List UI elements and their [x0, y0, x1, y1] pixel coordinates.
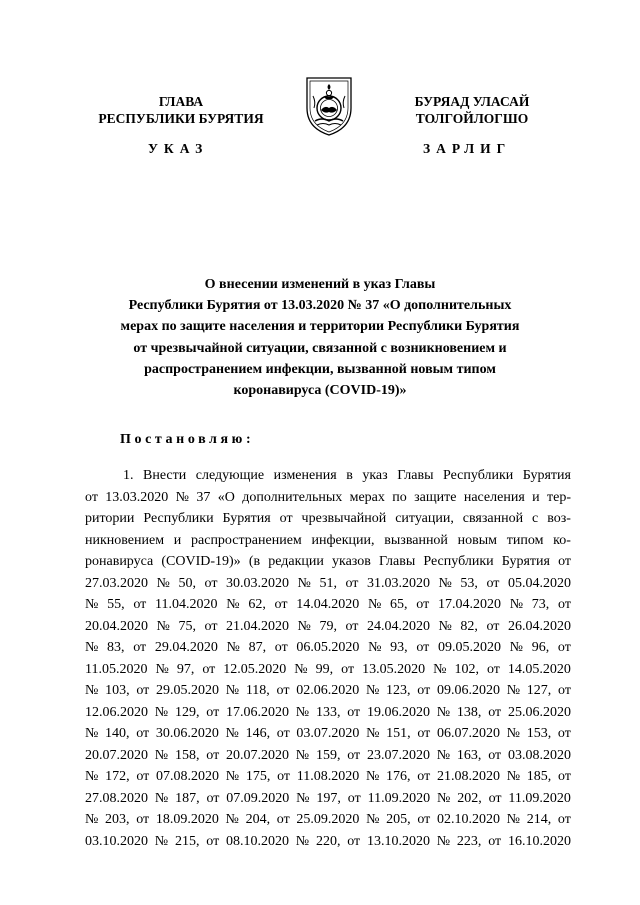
body-line: 12.06.2020 № 129, от 17.06.2020 № 133, от 19.06.2020 № 138, от 25.06.2020	[85, 704, 571, 720]
body-line: никновением и распространением инфекции, вызванной новым типом ко-	[85, 532, 571, 548]
body-line: 20.07.2020 № 158, от 20.07.2020 № 159, от 23.07.2020 № 163, от 03.08.2020	[85, 747, 571, 763]
body-line: 27.03.2020 № 50, от 30.03.2020 № 51, от 31.03.2020 № 53, от 05.04.2020	[85, 575, 571, 591]
header-left	[84, 93, 278, 127]
header-right-line-1: БУРЯАД УЛАСАЙ	[414, 94, 530, 109]
body-line: 20.04.2020 № 75, от 21.04.2020 № 79, от 24.04.2020 № 82, от 26.04.2020	[85, 618, 571, 634]
header-left-line-1: ГЛАВА	[158, 94, 204, 109]
title-line: от чрезвычайной ситуации, связанной с возникновением и	[133, 340, 507, 356]
body-line: № 103, от 29.05.2020 № 118, от 02.06.2020 № 123, от 09.06.2020 № 127, от	[85, 683, 571, 698]
body-line: № 83, от 29.04.2020 № 87, от 06.05.2020 № 93, от 09.05.2020 № 96, от	[85, 640, 571, 655]
title-line: Республики Бурятия от 13.03.2020 № 37 «О дополнительных	[128, 298, 512, 314]
body-line: № 203, от 18.09.2020 № 204, от 25.09.2020 № 205, от 02.10.2020 № 214, от	[85, 812, 571, 827]
document-title	[110, 274, 530, 401]
body-line: ритории Республики Бурятия от чрезвычайной ситуации, связанной с воз-	[85, 511, 571, 526]
header-left-line-2: РЕСПУБЛИКИ БУРЯТИЯ	[98, 111, 264, 126]
body-line: 03.10.2020 № 215, от 08.10.2020 № 220, от 13.10.2020 № 223, от 16.10.2020	[85, 833, 571, 849]
document-kind-bua: ЗАРЛИГ	[423, 141, 512, 156]
body-line: ронавируса (COVID-19)» (в редакции указов Главы Республики Бурятия от	[85, 554, 571, 569]
body-line: 11.05.2020 № 97, от 12.05.2020 № 99, от 13.05.2020 № 102, от 14.05.2020	[85, 661, 571, 677]
body-line: 27.08.2020 № 187, от 07.09.2020 № 197, от 11.09.2020 № 202, от 11.09.2020	[85, 790, 571, 806]
body-line: от 13.03.2020 № 37 «О дополнительных мерах по защите населения и тер-	[85, 489, 571, 505]
body-line: 1. Внести следующие изменения в указ Главы Республики Бурятия	[123, 468, 571, 483]
header-right-line-2: ТОЛГОЙЛОГШО	[415, 111, 529, 126]
coat-of-arms-icon	[301, 72, 357, 138]
title-line: коронавируса (COVID-19)»	[233, 383, 407, 399]
document-body	[85, 465, 571, 852]
body-line: № 55, от 11.04.2020 № 62, от 14.04.2020 № 65, от 17.04.2020 № 73, от	[85, 597, 571, 612]
document-kind-ru: УКАЗ	[148, 141, 209, 156]
decree-word: Постановляю:	[120, 432, 255, 447]
header-right	[384, 93, 560, 127]
title-line: распространением инфекции, вызванной новым типом	[144, 361, 496, 377]
body-line: № 172, от 07.08.2020 № 175, от 11.08.2020 № 176, от 21.08.2020 № 185, от	[85, 769, 571, 784]
title-line: О внесении изменений в указ Главы	[204, 277, 436, 292]
title-line: мерах по защите населения и территории Республики Бурятия	[120, 319, 520, 335]
body-line: № 140, от 30.06.2020 № 146, от 03.07.2020 № 151, от 06.07.2020 № 153, от	[85, 726, 571, 741]
